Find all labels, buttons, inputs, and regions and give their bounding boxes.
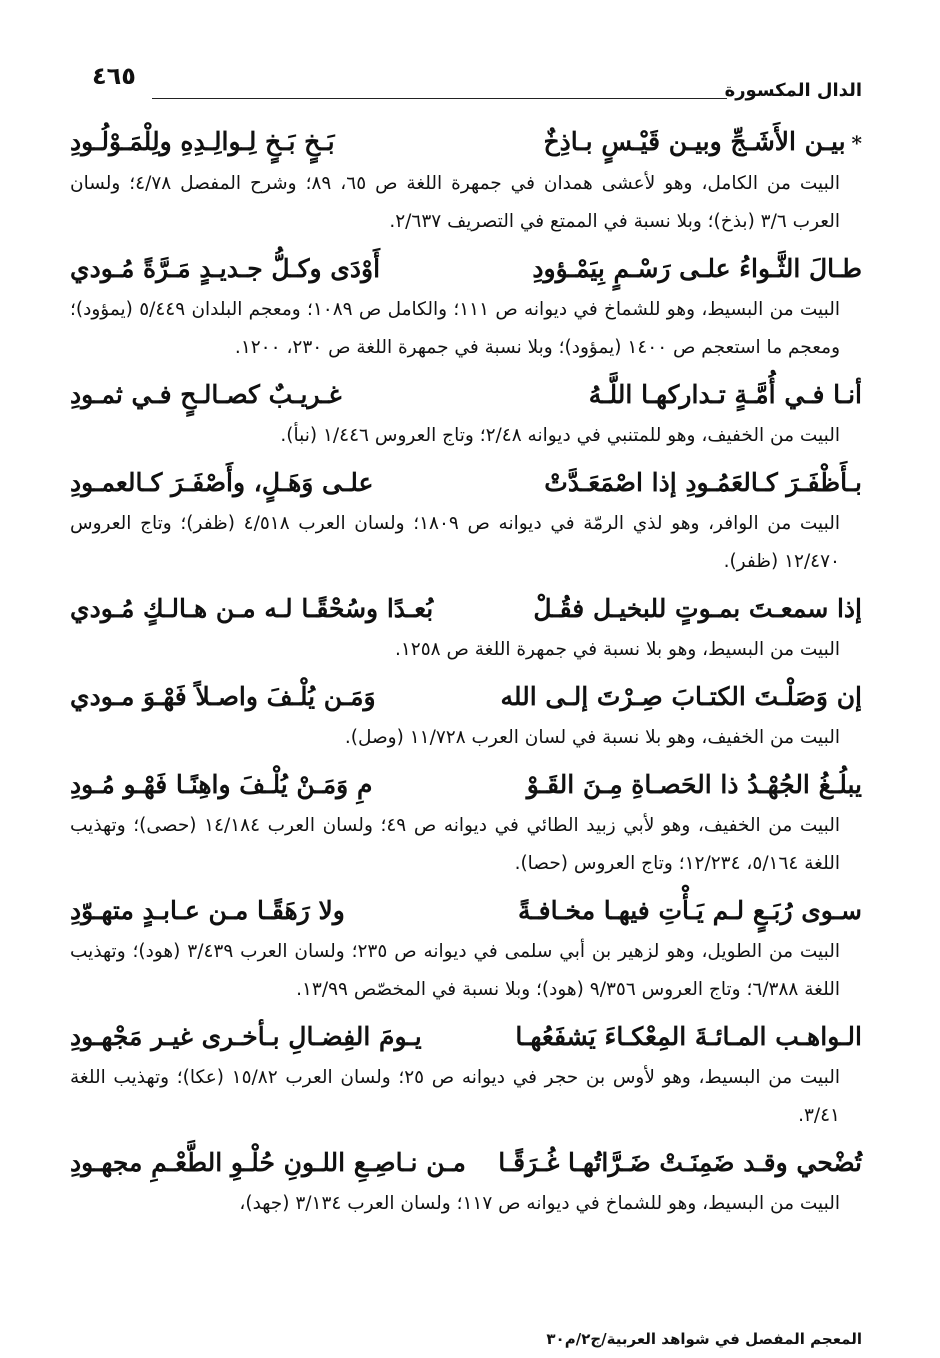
first-hemistich: أنـا فـي أُمَّـةٍ تـداركهـا اللَّـهُ [588, 380, 862, 409]
first-hemistich: سـوى رُبَـعٍ لـم يَـأْتِ فيهـا مخـافـةً [517, 896, 862, 925]
page-body [70, 120, 862, 1229]
page-footer: المعجم المفصل في شواهد العربية/ج٢/م٣٠ [546, 1330, 862, 1348]
verse-line [70, 675, 862, 719]
verse-note: البيت من الطويل، وهو لزهير بن أبي سلمى في ديوانه ص ٢٣٥؛ ولسان العرب ٣/٤٣٩ (هود)؛ وتهذيب اللغة ٦/٣٨٨؛ وتاج العروس ٩/٣٥٦ (هود)؛ وبلا نسبة في المخصّص ١٣/٩٩. [70, 941, 840, 1000]
verse-entry [70, 1141, 862, 1223]
first-hemistich: إذا سمعـتَ بمـوتٍ للبخيـل فقُـلْ [533, 594, 862, 623]
second-hemistich: يـومَ الفِضـالِ بـأخـرى غيـر مَجْهـودِ [70, 1022, 422, 1051]
verse-entry [70, 889, 862, 1009]
verse-note: البيت من الخفيف، وهو بلا نسبة في لسان العرب ١١/٧٢٨ (وصل). [344, 727, 840, 748]
second-hemistich: أَوْدَى وكـلُّ جـديـدٍ مَـرَّةً مُـودي [70, 254, 381, 283]
verse-entry [70, 675, 862, 757]
verse-note: البيت من البسيط، وهو للشماخ في ديوانه ص ١١٧؛ ولسان العرب ٣/١٣٤ (جهد)، [239, 1193, 840, 1214]
verse-line [70, 247, 862, 291]
verse-note: البيت من الخفيف، وهو لأبي زبيد الطائي في ديوانه ص ٤٩؛ ولسان العرب ١٤/١٨٤ (حصى)؛ وتهذيب اللغة ٥/١٦٤، ١٢/٢٣٤؛ وتاج العروس (حصا). [70, 815, 840, 874]
verse-note: البيت من الخفيف، وهو للمتنبي في ديوانه ٢/٤٨؛ وتاج العروس ١/٤٤٦ (نبأ). [280, 425, 840, 446]
verse-entry [70, 373, 862, 455]
verse-note: البيت من البسيط، وهو للشماخ في ديوانه ص ١١١؛ والكامل ص ١٠٨٩؛ ومعجم البلدان ٥/٤٤٩ (يمؤود)؛ ومعجم ما استعجم ص ١٤٠٠ (يمؤود)؛ وبلا نسبة في جمهرة اللغة ص ٢٣٠، ١٢٠٠. [70, 299, 841, 358]
second-hemistich: علـى وَهَـلٍ، وأَصْفَـرَ كـالعمـودِ [70, 468, 374, 497]
verse-note: البيت من الكامل، وهو لأعشى همدان في جمهرة اللغة ص ٦٥، ٨٩؛ وشرح المفصل ٤/٧٨؛ ولسان العرب ٣/٦ (بذخ)؛ وبلا نسبة في الممتع في التصريف ٢/٦٣٧. [70, 173, 840, 232]
first-hemistich: طـالَ الثَّـواءُ علـى رَسْـمٍ بِيَمْـؤودِ [532, 254, 862, 283]
verse-entry [70, 247, 862, 367]
first-hemistich: *بيـن الأَشَـجِّ وبيـن قَيْـسٍ بـاذِخٌ [543, 127, 862, 156]
verse-line [70, 587, 862, 631]
verse-line [70, 1015, 862, 1059]
chapter-title: الدال المكسورة [724, 80, 862, 101]
first-hemistich: تُضْحي وقـد ضَمِنَـتْ ضَـرَّاتُهـا غُـرَقًـا [498, 1148, 862, 1177]
verse-line [70, 373, 862, 417]
header-rule [152, 98, 727, 99]
verse-entry [70, 763, 862, 883]
verse-entry [70, 461, 862, 581]
second-hemistich: غـريـبٌ كصـالـحٍ فـي ثمـودِ [70, 380, 342, 409]
verse-entry [70, 587, 862, 669]
verse-line [70, 763, 862, 807]
first-hemistich: الـواهـب المـائـةَ المِعْكـاءَ يَشفَعُهـا [515, 1022, 862, 1051]
second-hemistich: بَـخٍ بَـخٍ لِـوالِـدِهِ ولِلْمَـوْلُـودِ [70, 127, 335, 156]
verse-entry [70, 120, 862, 241]
second-hemistich: وَمَـن يُلْـفَ واصـلاً فَهْـوَ مـودي [70, 682, 376, 711]
verse-entry [70, 1015, 862, 1135]
first-hemistich: بـأَظْفَـرَ كـالعَمُـودِ إذا اصْمَعَـدَّتْ [544, 468, 862, 497]
verse-note: البيت من البسيط، وهو بلا نسبة في جمهرة اللغة ص ١٢٥٨. [394, 639, 840, 660]
first-hemistich: إن وَصَلْـتَ الكتـابَ صِـرْتَ إلـى الله [500, 682, 862, 711]
verse-line [70, 1141, 862, 1185]
verse-line [70, 889, 862, 933]
verse-line [70, 461, 862, 505]
second-hemistich: ولا رَهَقًـا مـن عـابـدٍ متهـوّدِ [70, 896, 345, 925]
verse-note: البيت من الوافر، وهو لذي الرمّة في ديوانه ص ١٨٠٩؛ ولسان العرب ٤/٥١٨ (ظفر)؛ وتاج العروس ١٢/٤٧٠ (ظفر). [70, 513, 840, 572]
star-marker: * [851, 131, 862, 155]
second-hemistich: مِ وَمَـنْ يُلْـفَ واهِنًـا فَهْـو مُـودِ [70, 770, 373, 799]
page-number: ٤٦٥ [92, 62, 136, 90]
running-header [92, 62, 862, 102]
second-hemistich: بُعـدًا وسُحْقًـا لـه مـن هـالـكٍ مُـودي [70, 594, 434, 623]
verse-line [70, 120, 862, 165]
second-hemistich: مـن نـاصِـعِ اللـونِ حُلْـوِ الطَّعْـمِ مجهـودِ [70, 1148, 466, 1177]
first-hemistich: يبلُـغُ الجُهْـدُ ذا الحَصـاةِ مِـنَ القَـوْ [526, 770, 862, 799]
verse-note: البيت من البسيط، وهو لأوس بن حجر في ديوانه ص ٢٥؛ ولسان العرب ١٥/٨٢ (عكا)؛ وتهذيب اللغة ٣/٤١. [70, 1067, 841, 1126]
